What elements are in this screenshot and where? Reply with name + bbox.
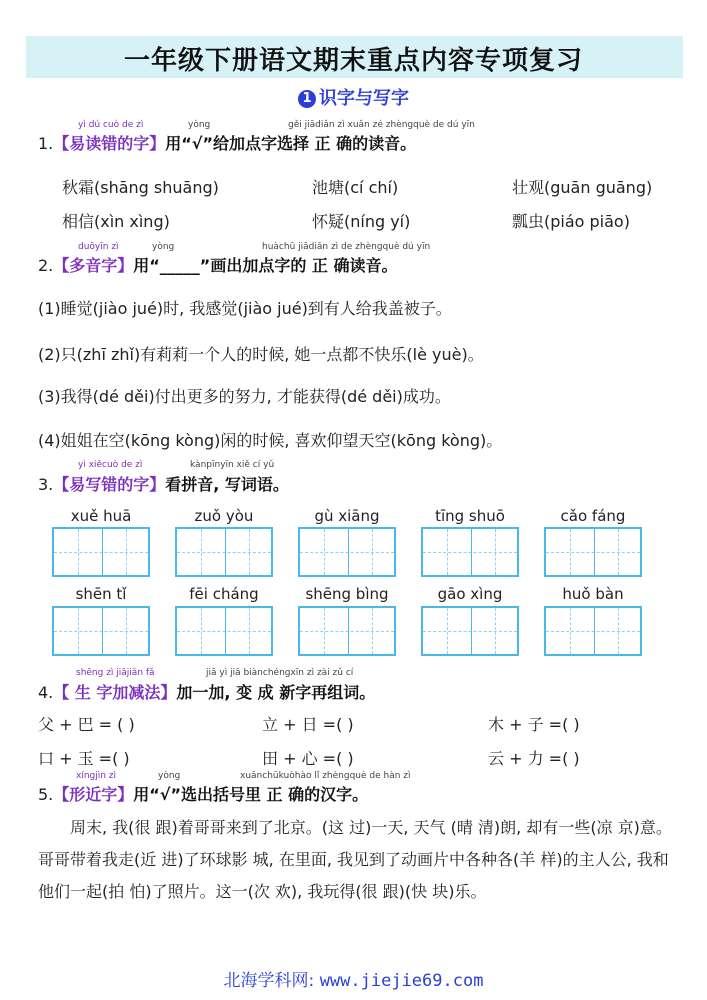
writing-grid[interactable] bbox=[52, 527, 150, 577]
writing-grid[interactable] bbox=[544, 606, 642, 656]
section-label: 识字与写字 bbox=[319, 88, 409, 109]
page-title: 一年级下册语文期末重点内容专项复习 bbox=[123, 46, 583, 76]
footer-url[interactable]: www.jiejie69.com bbox=[319, 971, 484, 991]
grid-pinyin-label: shēng bìng bbox=[305, 585, 389, 603]
q4-item: 立 + 日 =( ) bbox=[262, 715, 354, 734]
q1-item: 秋霜(shāng shuāng) bbox=[62, 178, 219, 197]
q1-instruction-pinyin: gěi jiādiǎn zì xuǎn zé zhèngquè de dú yīn bbox=[288, 120, 475, 130]
grid-pinyin-label: zuǒ yòu bbox=[194, 507, 254, 525]
section-heading bbox=[0, 84, 707, 110]
q1-instruction: 用“√”给加点字选择 正 确的读音。 bbox=[165, 134, 417, 153]
q4-tag: 【 生 字加减法】 bbox=[53, 683, 177, 702]
q2-tag-pinyin: duōyīn zì bbox=[78, 242, 119, 252]
q3-tag-pinyin: yì xiěcuò de zì bbox=[78, 460, 143, 470]
grid-pinyin-label: cǎo fáng bbox=[560, 507, 626, 525]
grid-pinyin-label: tīng shuō bbox=[435, 507, 505, 525]
q4-item: 口 + 玉 =( ) bbox=[38, 749, 130, 768]
grid-pinyin-label: xuě huā bbox=[70, 507, 132, 525]
footer bbox=[0, 966, 707, 991]
q1-heading bbox=[38, 131, 416, 154]
q2-item: (4)姐姐在空(kōng kòng)闲的时候, 喜欢仰望天空(kōng kòng)。 bbox=[38, 431, 503, 450]
q4-item: 父 + 巴 = ( ) bbox=[38, 715, 135, 734]
q4-instruction: 加一加, 变 成 新字再组词。 bbox=[176, 683, 376, 702]
q4-tag-pinyin: shēng zì jiājiǎn fǎ bbox=[76, 668, 155, 678]
q5-tag: 【形近字】 bbox=[53, 785, 134, 804]
writing-grid[interactable] bbox=[52, 606, 150, 656]
grid-pinyin-label: gù xiāng bbox=[314, 507, 380, 525]
q1-item: 壮观(guān guāng) bbox=[512, 178, 653, 197]
q1-item: 瓢虫(piáo piāo) bbox=[512, 212, 630, 231]
q2-tag: 【多音字】 bbox=[53, 256, 134, 275]
q4-item: 云 + 力 =( ) bbox=[488, 749, 580, 768]
q1-item: 怀疑(níng yí) bbox=[312, 212, 411, 231]
q5-heading bbox=[38, 782, 368, 805]
grid-pinyin-label: huǒ bàn bbox=[562, 585, 624, 603]
q3-tag: 【易写错的字】 bbox=[53, 475, 166, 494]
q5-number: 5. bbox=[38, 785, 54, 804]
section-number-badge: 1 bbox=[298, 90, 316, 108]
q3-number: 3. bbox=[38, 475, 54, 494]
q5-instruction: 用“√”选出括号里 正 确的汉字。 bbox=[133, 785, 369, 804]
q1-item: 池塘(cí chí) bbox=[312, 178, 399, 197]
writing-grid[interactable] bbox=[544, 527, 642, 577]
q4-number: 4. bbox=[38, 683, 54, 702]
writing-grid[interactable] bbox=[175, 606, 273, 656]
writing-grid[interactable] bbox=[298, 527, 396, 577]
q5-yong-pinyin: yòng bbox=[158, 771, 181, 781]
grid-pinyin-label: shēn tǐ bbox=[75, 585, 127, 603]
q5-paragraph: 周末, 我(很 跟)着哥哥来到了北京。(这 过)一天, 天气 (晴 清)朗, 却有一些(凉 京)意。哥哥带着我走(近 进)了环球影 城, 在里面, 我见到了动画片中各种各(羊 样)的主人公, 我和他们一起(拍 怕)了照片。这一(次 欢), 我玩得(很 跟)(快 块)乐。 bbox=[38, 818, 672, 901]
q3-heading bbox=[38, 472, 289, 495]
q1-tag: 【易读错的字】 bbox=[53, 134, 166, 153]
writing-grid[interactable] bbox=[175, 527, 273, 577]
q2-heading bbox=[38, 253, 397, 276]
q2-item: (1)睡觉(jiào jué)时, 我感觉(jiào jué)到有人给我盖被子。 bbox=[38, 299, 452, 318]
q1-tag-pinyin: yì dú cuò de zì bbox=[78, 120, 144, 130]
q1-number: 1. bbox=[38, 134, 54, 153]
writing-grid[interactable] bbox=[298, 606, 396, 656]
grid-pinyin-label: gāo xìng bbox=[437, 585, 503, 603]
q2-yong-pinyin: yòng bbox=[152, 242, 175, 252]
q3-instruction: 看拼音, 写词语。 bbox=[165, 475, 289, 494]
q4-instruction-pinyin: jiā yì jiā biànchéngxīn zì zài zǔ cí bbox=[206, 668, 354, 678]
q4-item: 木 + 子 =( ) bbox=[488, 715, 580, 734]
q4-item: 田 + 心 =( ) bbox=[262, 749, 354, 768]
footer-site-name: 北海学科网: bbox=[223, 971, 315, 991]
q2-instruction: 用“_____”画出加点字的 正 确读音。 bbox=[133, 256, 398, 275]
q4-heading bbox=[38, 680, 375, 703]
writing-grid[interactable] bbox=[421, 606, 519, 656]
q5-instruction-pinyin: xuǎnchūkuòhào lǐ zhèngquè de hàn zì bbox=[240, 771, 411, 781]
grid-pinyin-label: fēi cháng bbox=[189, 585, 259, 603]
q2-item: (3)我得(dé děi)付出更多的努力, 才能获得(dé děi)成功。 bbox=[38, 387, 451, 406]
q1-item: 相信(xìn xìng) bbox=[62, 212, 170, 231]
q2-instruction-pinyin: huàchū jiādiǎn zì de zhèngquè dú yīn bbox=[262, 242, 431, 252]
q1-yong-pinyin: yòng bbox=[188, 120, 211, 130]
q3-instruction-pinyin: kànpīnyīn xiě cí yǔ bbox=[190, 460, 275, 470]
q2-item: (2)只(zhī zhǐ)有莉莉一个人的时候, 她一点都不快乐(lè yuè)。 bbox=[38, 345, 484, 364]
writing-grid[interactable] bbox=[421, 527, 519, 577]
q2-number: 2. bbox=[38, 256, 54, 275]
q5-tag-pinyin: xíngjìn zì bbox=[76, 771, 117, 781]
